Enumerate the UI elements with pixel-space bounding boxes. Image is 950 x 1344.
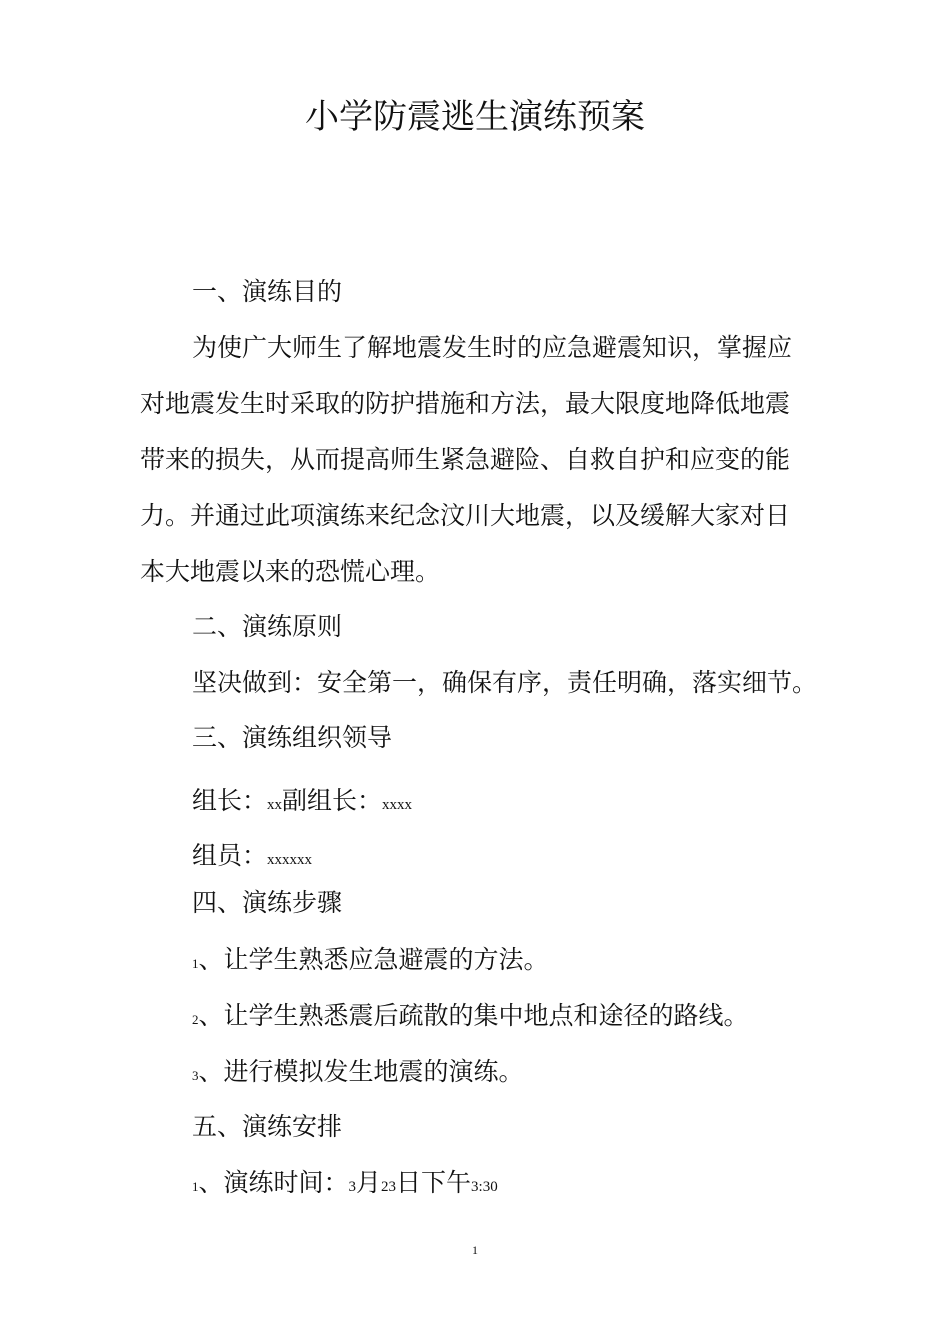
- paragraph-line: 为使广大师生了解地震发生时的应急避震知识，掌握应: [192, 333, 793, 362]
- schedule-time-row: [192, 1170, 498, 1195]
- step-number: 3: [192, 1068, 199, 1083]
- principle-text: 坚决做到：安全第一，确保有序，责任明确，落实细节。: [192, 668, 818, 697]
- section-heading-purpose: 一、演练目的: [192, 277, 343, 306]
- step-text: 、让学生熟悉应急避震的方法。: [198, 945, 549, 974]
- step-text: 、进行模拟发生地震的演练。: [198, 1057, 524, 1086]
- leader-row: [192, 788, 412, 813]
- step-number: 1: [192, 956, 199, 971]
- section-heading-organization: 三、演练组织领导: [192, 723, 393, 752]
- members-label: 组员：: [192, 841, 268, 870]
- paragraph-line: 本大地震以来的恐慌心理。: [140, 557, 441, 586]
- schedule-month: 3: [348, 1179, 357, 1195]
- section-heading-principle: 二、演练原则: [192, 612, 343, 641]
- schedule-label: 、演练时间：: [198, 1168, 349, 1197]
- paragraph-line: 带来的损失，从而提高师生紧急避险、自救自护和应变的能: [140, 445, 791, 474]
- leader-label: 组长：: [192, 786, 268, 815]
- paragraph-line: 对地震发生时采取的防护措施和方法，最大限度地降低地震: [140, 389, 791, 418]
- schedule-number: 1: [192, 1179, 199, 1194]
- schedule-day-unit: 日下午: [396, 1168, 472, 1197]
- members-value: xxxxxx: [267, 852, 313, 868]
- step-item: [192, 947, 549, 972]
- paragraph-line: 力。并通过此项演练来纪念汶川大地震，以及缓解大家对日: [140, 501, 791, 530]
- schedule-time: 3:30: [471, 1179, 498, 1195]
- section-heading-schedule: 五、演练安排: [192, 1112, 343, 1141]
- schedule-month-unit: 月: [356, 1168, 382, 1197]
- step-number: 2: [192, 1012, 199, 1027]
- members-row: [192, 843, 312, 868]
- section-heading-steps: 四、演练步骤: [192, 888, 343, 917]
- page-number: 1: [472, 1243, 478, 1257]
- leader-value: xx: [267, 797, 283, 813]
- schedule-day: 23: [381, 1179, 397, 1195]
- page-title: 小学防震逃生演练预案: [305, 97, 645, 137]
- deputy-label: 副组长：: [282, 786, 383, 815]
- deputy-value: xxxx: [382, 797, 413, 813]
- step-item: [192, 1059, 524, 1084]
- step-item: [192, 1003, 749, 1028]
- step-text: 、让学生熟悉震后疏散的集中地点和途径的路线。: [198, 1001, 749, 1030]
